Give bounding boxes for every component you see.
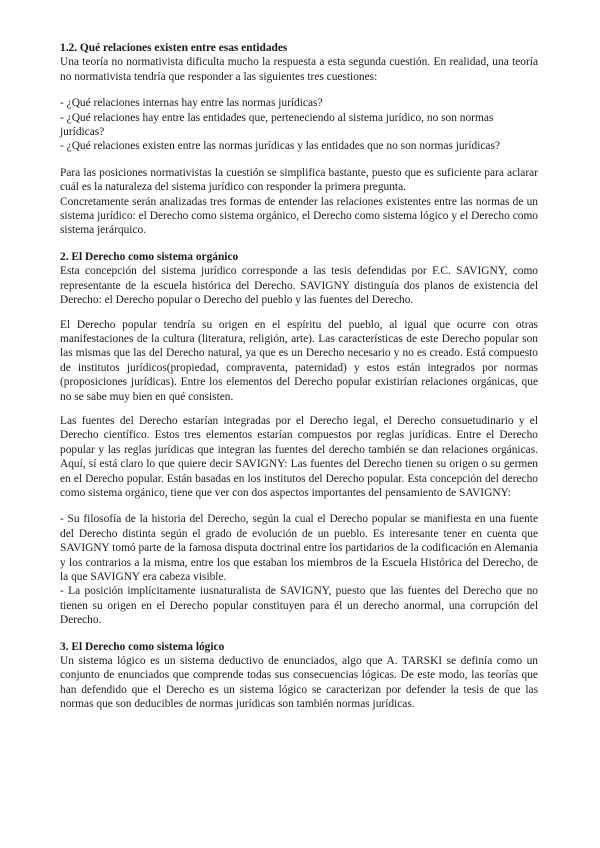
paragraph-savigny: Esta concepción del sistema jurídico corresponde a las tesis defendidas por F.C. SAVIGNY, como representante de la escuela histórica del Derecho. SAVIGNY distinguía dos planos de existencia del Derecho: el Derecho popular o Derecho del pueblo y las fuentes del Derecho. — [60, 265, 538, 307]
bullet-filosofia: - Su filosofía de la historia del Derecho, según la cual el Derecho popular se manifiesta en una fuente del Derecho distinta según el grado de evolución de un pueblo. Es interesante tener en cuenta que SAVIGNY tomó parte de la famosa disputa doctrinal entre los partidarios de la codificación en Alemania y los contrarios a la misma, entre los que estaban los miembros de la Escuela Histórica del Derecho, de la que SAVIGNY era cabeza visible. — [60, 513, 538, 583]
list-item: - ¿Qué relaciones internas hay entre las normas jurídicas? — [60, 97, 323, 110]
paragraph-sistema-logico: Un sistema lógico es un sistema deductivo de enunciados, algo que A. TARSKI se definía como un conjunto de enunciados que comprende todas sus consecuencias lógicas. De este modo, las teorías que han defendido que el Derecho es un sistema lógico se caracterizan por defender la tesis de que las normas que son deducibles de normas jurídicas son también normas jurídicas. — [60, 655, 538, 711]
list-item: - ¿Qué relaciones existen entre las normas jurídicas y las entidades que no son normas jurídicas? — [60, 140, 500, 153]
bullet-iusnaturalista: - La posición implícitamente iusnaturalista de SAVIGNY, puesto que las fuentes del Derecho que no tienen su origen en el Derecho popular constituyen para él un derecho anormal, una corrupción del Derecho. — [60, 585, 538, 627]
list-item: - ¿Qué relaciones hay entre las entidades que, perteneciendo al sistema jurídico, no son normas jurídicas? — [60, 111, 494, 139]
paragraph-concretamente: Concretamente serán analizadas tres formas de entender las relaciones existentes entre las normas de un sistema jurídico: el Derecho como sistema orgánico, el Derecho como sistema lógico y el Derecho como sistema jerárquico. — [60, 195, 538, 237]
section-heading-3: 3. El Derecho como sistema lógico — [60, 640, 225, 653]
section-sistema-organico — [60, 250, 538, 628]
paragraph-intro: Una teoría no normativista dificulta mucho la respuesta a esta segunda cuestión. En realidad, una teoría no normativista tendría que responder a las siguientes tres cuestiones: — [60, 56, 538, 83]
section-relaciones-entidades — [60, 41, 538, 238]
paragraph-derecho-popular: El Derecho popular tendría su origen en el espíritu del pueblo, al igual que ocurre con otras manifestaciones de la cultura (literatura, religión, arte). Las características de este Derecho popular son las mismas que las del Derecho natural, ya que es un Derecho necesario y no es creado. Está compuesto de institutos jurídicos(propiedad, compraventa, paternidad) y estos están integrados por normas (proposiciones jurídicas). Entre los elementos del Derecho popular existirían relaciones orgánicas, que no se sabe muy bien en qué consisten. — [60, 318, 538, 403]
question-list — [60, 96, 538, 154]
section-sistema-logico — [60, 640, 538, 712]
section-heading-1-2: 1.2. Qué relaciones existen entre esas entidades — [60, 42, 288, 54]
paragraph-normativistas: Para las posiciones normativistas la cuestión se simplifica bastante, puesto que es suficiente para aclarar cuál es la naturaleza del sistema jurídico con responder la primera pregunta. — [60, 166, 538, 194]
section-heading-2: 2. El Derecho como sistema orgánico — [60, 250, 239, 263]
paragraph-fuentes: Las fuentes del Derecho estarían integradas por el Derecho legal, el Derecho consuetudinario y el Derecho científico. Estos tres elementos estarían compuestos por reglas jurídicas. Entre el Derecho popular y las reglas jurídicas que integran las fuentes del derecho también se dan relaciones orgánicas. Aquí, sí está claro lo que quiere decir SAVIGNY: Las fuentes del Derecho tienen su origen o su germen en el Derecho popular. Están basadas en los institutos del Derecho popular. Esta concepción del derecho como sistema orgánico, tiene que ver con dos aspectos importantes del pensamiento de SAVIGNY: — [60, 414, 538, 499]
